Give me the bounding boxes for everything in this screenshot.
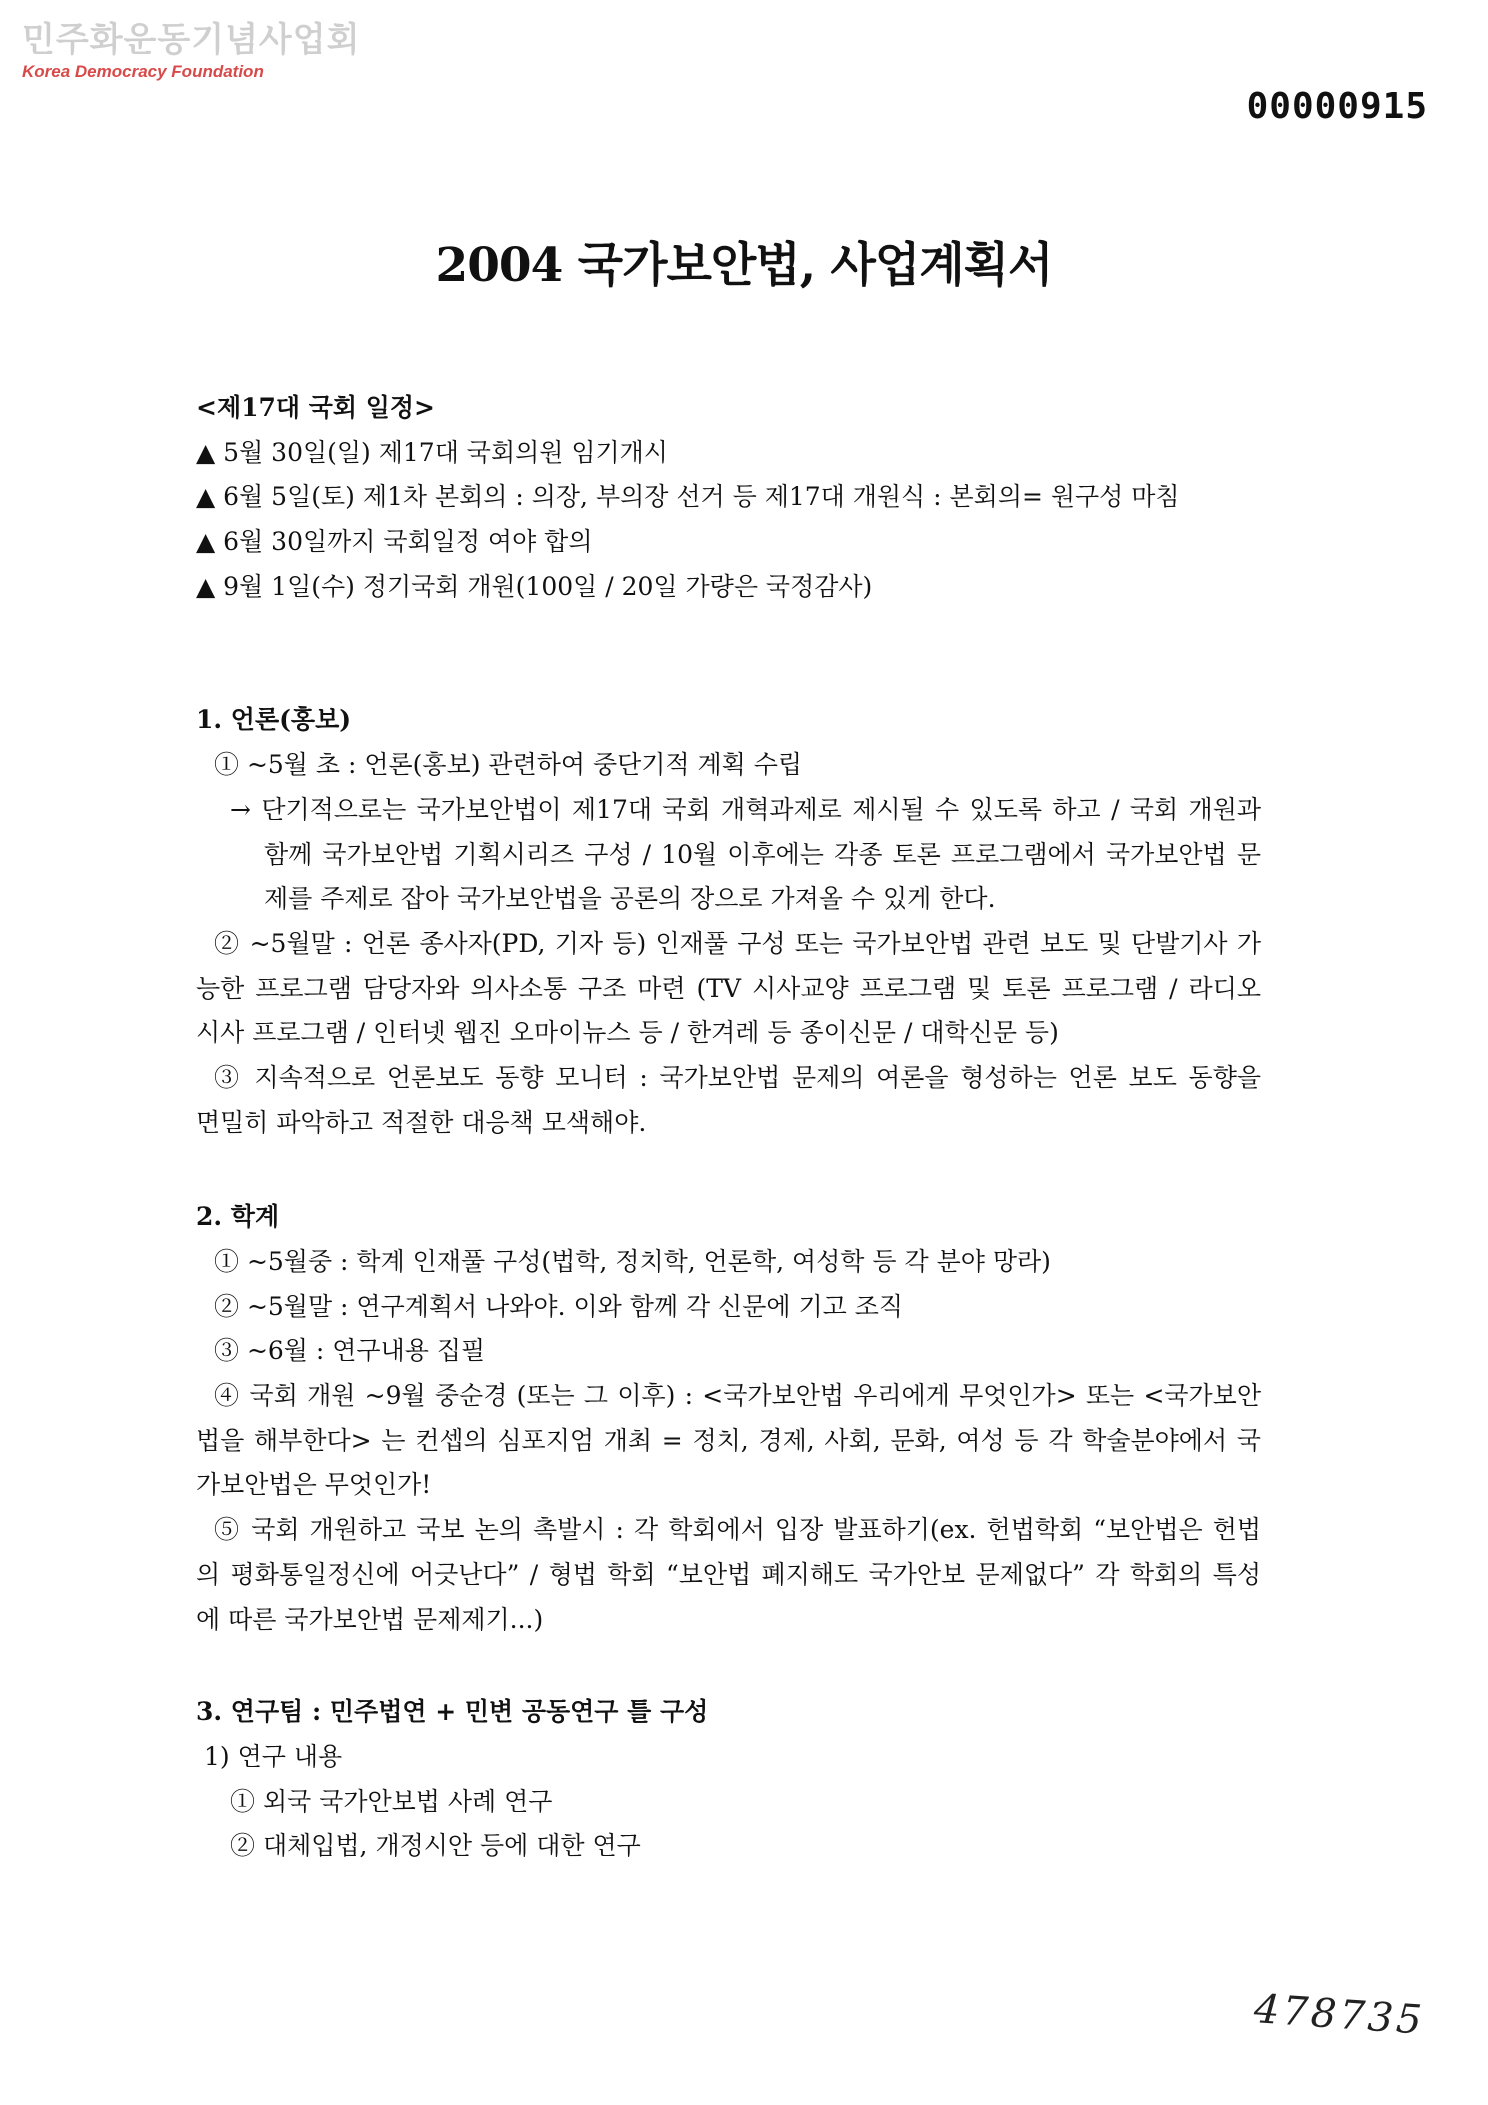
section1-item3: 면밀히 파악하고 적절한 대응책 모색해야. <box>196 1107 647 1137</box>
section2-heading: 2. 학계 <box>196 1202 280 1232</box>
section1-item3: ③ 지속적으로 언론보도 동향 모니터 : 국가보안법 문제의 여론을 형성하는 언론 보도 동향을 <box>214 1062 1261 1092</box>
schedule-item: ▲ 9월 1일(수) 정기국회 개원(100일 / 20일 가량은 국정감사) <box>196 571 873 601</box>
section1-item1-detail: 함께 국가보안법 기획시리즈 구성 / 10월 이후에는 각종 토론 프로그램에서 국가보안법 문 <box>264 839 1261 869</box>
section1-item2: 시사 프로그램 / 인터넷 웹진 오마이뉴스 등 / 한겨레 등 종이신문 / 대학신문 등) <box>196 1018 1059 1048</box>
schedule-item: ▲ 5월 30일(일) 제17대 국회의원 임기개시 <box>196 437 668 467</box>
document-title: 2004 국가보안법, 사업계획서 <box>435 238 1053 293</box>
section2-item5: 의 평화통일정신에 어긋난다” / 형법 학회 “보안법 폐지해도 국가안보 문제없다” 각 학회의 특성 <box>196 1559 1261 1589</box>
schedule-heading: <제17대 국회 일정> <box>196 393 435 422</box>
section2-item4: 법을 해부한다> 는 컨셉의 심포지엄 개최 = 정치, 경제, 사회, 문화, 여성 등 각 학술분야에서 국 <box>196 1425 1261 1455</box>
section2-item1: ① ~5월중 : 학계 인재풀 구성(법학, 정치학, 언론학, 여성학 등 각 분야 망라) <box>214 1247 1051 1276</box>
section1-heading: 1. 언론(홍보) <box>196 705 352 735</box>
watermark-english: Korea Democracy Foundation <box>22 62 264 81</box>
section2-item2: ② ~5월말 : 연구계획서 나와야. 이와 함께 각 신문에 기고 조직 <box>214 1291 903 1321</box>
schedule-item: ▲ 6월 30일까지 국회일정 여야 합의 <box>196 527 593 557</box>
section1-item2: ② ~5월말 : 언론 종사자(PD, 기자 등) 인재풀 구성 또는 국가보안법 관련 보도 및 단발기사 가 <box>214 928 1261 958</box>
section2-item5: 에 따른 국가보안법 문제제기...) <box>196 1604 544 1634</box>
handwritten-number: 478735 <box>1252 1986 1427 2044</box>
section3-sub1: 1) 연구 내용 <box>204 1741 343 1771</box>
section2-item5: ⑤ 국회 개원하고 국보 논의 촉발시 : 각 학회에서 입장 발표하기(ex. 헌법학회 “보안법은 헌법 <box>214 1515 1261 1545</box>
section1-item1-detail: 제를 주제로 잡아 국가보안법을 공론의 장으로 가져올 수 있게 한다. <box>264 884 996 914</box>
section2-item4: ④ 국회 개원 ~9월 중순경 (또는 그 이후) : <국가보안법 우리에게 무엇인가> 또는 <국가보안 <box>214 1381 1261 1411</box>
section1-item1-detail: → 단기적으로는 국가보안법이 제17대 국회 개혁과제로 제시될 수 있도록 하고 / 국회 개원과 <box>230 794 1261 824</box>
section3-sub1-item: ② 대체입법, 개정시안 등에 대한 연구 <box>230 1831 641 1861</box>
watermark-korean: 민주화운동기념사업회 <box>22 20 361 60</box>
section1-item2: 능한 프로그램 담당자와 의사소통 구조 마련 (TV 시사교양 프로그램 및 토론 프로그램 / 라디오 <box>196 973 1261 1003</box>
section2-item3: ③ ~6월 : 연구내용 집필 <box>214 1336 486 1366</box>
schedule-item: ▲ 6월 5일(토) 제1차 본회의 : 의장, 부의장 선거 등 제17대 개원식 : 본회의= 원구성 마침 <box>196 482 1180 512</box>
document-number: 00000915 <box>1246 86 1428 127</box>
section1-item1: ① ~5월 초 : 언론(홍보) 관련하여 중단기적 계획 수립 <box>214 750 803 780</box>
document-body <box>196 386 1261 1869</box>
section3-heading: 3. 연구팀 : 민주법연 + 민변 공동연구 틀 구성 <box>196 1697 709 1727</box>
section3-sub1-item: ① 외국 국가안보법 사례 연구 <box>230 1786 553 1816</box>
foundation-watermark <box>22 20 360 82</box>
section2-item4: 가보안법은 무엇인가! <box>196 1470 432 1500</box>
